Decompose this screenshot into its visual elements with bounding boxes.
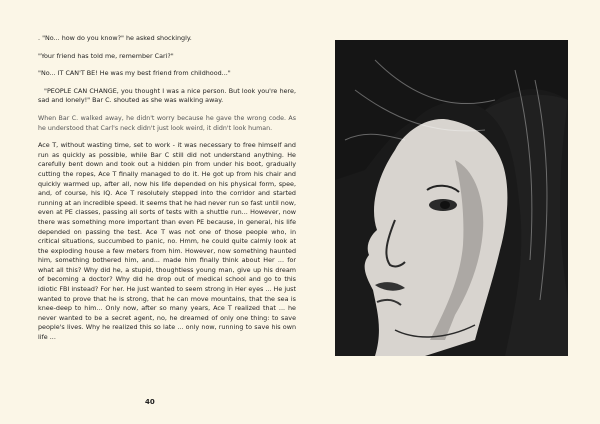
paragraph-dialog-2: "Your friend has told me, remember Cari?" xyxy=(38,51,174,60)
paragraph-narration-1: When Bar C. walked away, he didn't worry because he gave the wrong code. As he understood that Carl's neck didn't just look weird, it didn't look human. xyxy=(38,114,296,132)
paragraph-dialog-4: "PEOPLE CAN CHANGE, you thought I was a nice person. But look you're here, sad and lonely!" Bar C. shouted as she was walking away. xyxy=(38,86,296,105)
paragraph-narration-2: Ace T, without wasting time, set to work - it was necessary to free himself and run as quickly as possible, while Bar C still did not understand anything. He carefully bent down and took out a hidden pin from under his boot, gradually cutting the ropes, Ace T finally managed to do it. He got up from his chair and quickly warmed up, after all, now his life depended on his physical form, spee, and, of course, his IQ. Ace T resolutely stepped into the corridor and started running at an incredible speed. It seems that he had never run so fast until now, even at PE classes, passing all sorts of tests with a shuttle run... However, now there was something more important than even PE because, in general, his life depended on passing the test. Ace T was not one of those people who, in critical situations, succumbed to panic, no. Hmm, he could quite calmly look at the exploding house a few meters from him. However, now something haunted him, something bothered him, and... made him finally think about Her ... for what all this? Why did he, a stupid, thoughtless young man, give up his dream of becoming a doctor? Why did he drop out of medical school and go to this idiotic FBI instead? For her. He just wanted to seem strong in Her eyes ... He just wanted to prove that he is strong, that he can move mountains, that the sea is knee-deep to him... Only now, after so many years, Ace T realized that ... he never wanted to be a secret agent, no, he dreamed of only one thing: to save people's lives. Why he realized this so late ... only now, running to save his own life ... xyxy=(38,141,296,342)
paragraph-dialog-3: "No... IT CAN'T BE! He was my best friend from childhood..." xyxy=(38,69,231,78)
page-number: 40 xyxy=(145,398,155,406)
portrait-drawing xyxy=(335,40,568,356)
text-column xyxy=(38,34,296,351)
paragraph-dialog-1: . "No... how do you know?" he asked shockingly. xyxy=(38,34,192,42)
charcoal-portrait-illustration xyxy=(335,40,568,356)
